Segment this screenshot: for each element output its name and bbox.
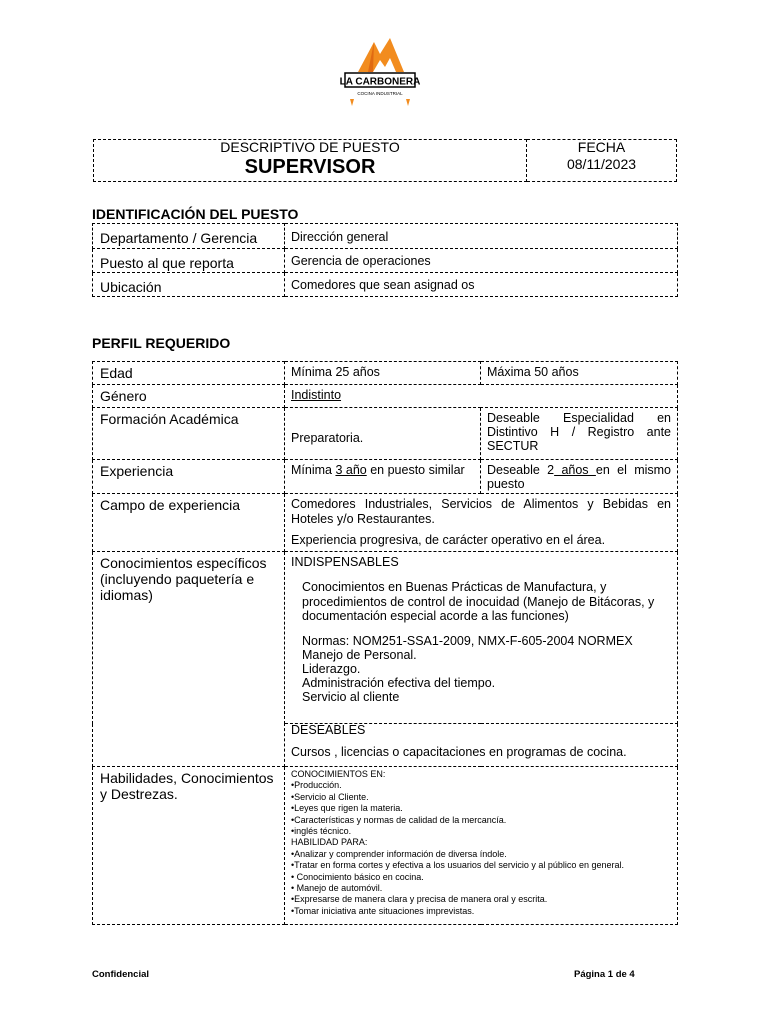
edad-label: Edad <box>93 362 285 385</box>
habilidades-cell <box>285 767 678 925</box>
habilidades-line: •Analizar y comprender información de diversa índole. <box>291 848 507 859</box>
table-row <box>93 767 678 925</box>
row-value: Dirección general <box>285 224 678 249</box>
row-label: Puesto al que reporta <box>93 249 285 273</box>
list-item: Servicio al cliente <box>302 690 400 705</box>
logo-subtitle: COCINA INDUSTRIAL <box>357 91 403 96</box>
position-title: SUPERVISOR <box>244 156 376 178</box>
habilidades-line: CONOCIMIENTOS EN: <box>291 769 386 779</box>
table-row <box>93 552 678 724</box>
formacion-desirable: Deseable Especialidad en Distintivo H / Registro ante SECTUR <box>481 408 678 460</box>
perfil-table <box>92 361 678 925</box>
campo-line1: Comedores Industriales, Servicios de Alimentos y Bebidas en Hoteles y/o Restaurantes. <box>291 497 671 526</box>
habilidades-line: •Tomar iniciativa ante situaciones imprevistas. <box>291 905 475 916</box>
row-value: Gerencia de operaciones <box>285 249 678 273</box>
deseables-title: DESEABLES <box>291 723 366 737</box>
experiencia-des-prefix: Deseable 2 <box>487 463 555 477</box>
habilidades-line: •Expresarse de manera clara y precisa de manera oral y escrita. <box>291 894 548 905</box>
experiencia-min-suffix: en puesto similar <box>366 463 465 477</box>
genero-value: Indistinto <box>291 388 342 402</box>
document-type: DESCRIPTIVO DE PUESTO <box>220 139 400 155</box>
list-item: Administración efectiva del tiempo. <box>302 676 496 691</box>
deseables-cell <box>285 724 678 767</box>
habilidades-line: • Manejo de automóvil. <box>291 883 383 894</box>
genero-label: Género <box>93 385 285 408</box>
experiencia-des-suffix: en el mismo puesto <box>487 463 671 491</box>
campo-line2: Experiencia progresiva, de carácter operativo en el área. <box>291 533 606 547</box>
date-value: 08/11/2023 <box>566 156 637 172</box>
edad-max: Máxima 50 años <box>481 362 678 385</box>
formacion-value: Preparatoria. <box>285 408 481 460</box>
habilidades-line: •Tratar en forma cortes y efectiva a los usuarios del servicio y al público en general. <box>291 860 624 871</box>
section-title-perfil: PERFIL REQUERIDO <box>92 335 231 351</box>
habilidades-line: HABILIDAD PARA: <box>291 837 368 848</box>
table-row <box>93 249 678 273</box>
campo-cell <box>285 494 678 552</box>
row-label: Ubicación <box>93 273 285 297</box>
logo-brand: LA CARBONERA <box>339 76 421 88</box>
habilidades-line: •inglés técnico. <box>291 826 352 837</box>
habilidades-line: • Conocimiento básico en cocina. <box>291 871 424 882</box>
campo-label: Campo de experiencia <box>93 494 285 552</box>
habilidades-line: •Producción. <box>291 780 342 791</box>
list-item: Normas: NOM251-SSA1-2009, NMX-F-605-2004 NORMEX <box>302 633 633 648</box>
habilidades-label: Habilidades, Conocimientos y Destrezas. <box>93 767 285 925</box>
table-row <box>93 362 678 385</box>
table-row <box>93 224 678 249</box>
flame-icon <box>330 36 430 118</box>
footer-confidential: Confidencial <box>92 969 150 980</box>
conocimientos-label: Conocimientos específicos (incluyendo paquetería e idiomas) <box>93 552 285 767</box>
experiencia-min <box>285 460 481 494</box>
footer-page-number: Página 1 de 4 <box>574 969 635 980</box>
list-item: Liderazgo. <box>302 661 361 676</box>
experiencia-desirable <box>481 460 678 494</box>
header-date-cell <box>527 140 677 182</box>
document-header <box>93 139 677 182</box>
experiencia-des-years: años <box>554 463 596 477</box>
experiencia-label: Experiencia <box>93 460 285 494</box>
experiencia-min-years: 3 año <box>335 463 367 477</box>
formacion-label: Formación Académica <box>93 408 285 460</box>
indispensables-cell <box>285 552 678 724</box>
habilidades-line: •Leyes que rigen la materia. <box>291 803 403 814</box>
company-logo <box>330 36 430 118</box>
identificacion-table <box>92 223 678 297</box>
habilidades-line: •Servicio al Cliente. <box>291 791 369 802</box>
experiencia-min-prefix: Mínima <box>291 463 336 477</box>
row-label: Departamento / Gerencia <box>93 224 285 249</box>
edad-min: Mínima 25 años <box>285 362 481 385</box>
section-title-identificacion: IDENTIFICACIÓN DEL PUESTO <box>92 206 299 222</box>
date-label: FECHA <box>577 139 626 155</box>
indispensables-paragraph: Conocimientos en Buenas Prácticas de Manufactura, y procedimientos de control de inocuidad (Manejo de Bitácoras, y documentación especial acorde a las funciones) <box>302 580 655 623</box>
genero-cell <box>285 385 678 408</box>
table-row <box>93 385 678 408</box>
indispensables-title: INDISPENSABLES <box>291 555 399 569</box>
deseables-text: Cursos , licencias o capacitaciones en programas de cocina. <box>291 745 627 759</box>
table-row <box>93 273 678 297</box>
habilidades-line: •Características y normas de calidad de la mercancía. <box>291 814 507 825</box>
header-title-cell <box>94 140 527 182</box>
table-row <box>93 408 678 460</box>
indispensables-list <box>291 634 671 705</box>
table-row <box>93 460 678 494</box>
list-item: Manejo de Personal. <box>302 647 417 662</box>
table-row <box>93 494 678 552</box>
row-value: Comedores que sean asignad os <box>285 273 678 297</box>
